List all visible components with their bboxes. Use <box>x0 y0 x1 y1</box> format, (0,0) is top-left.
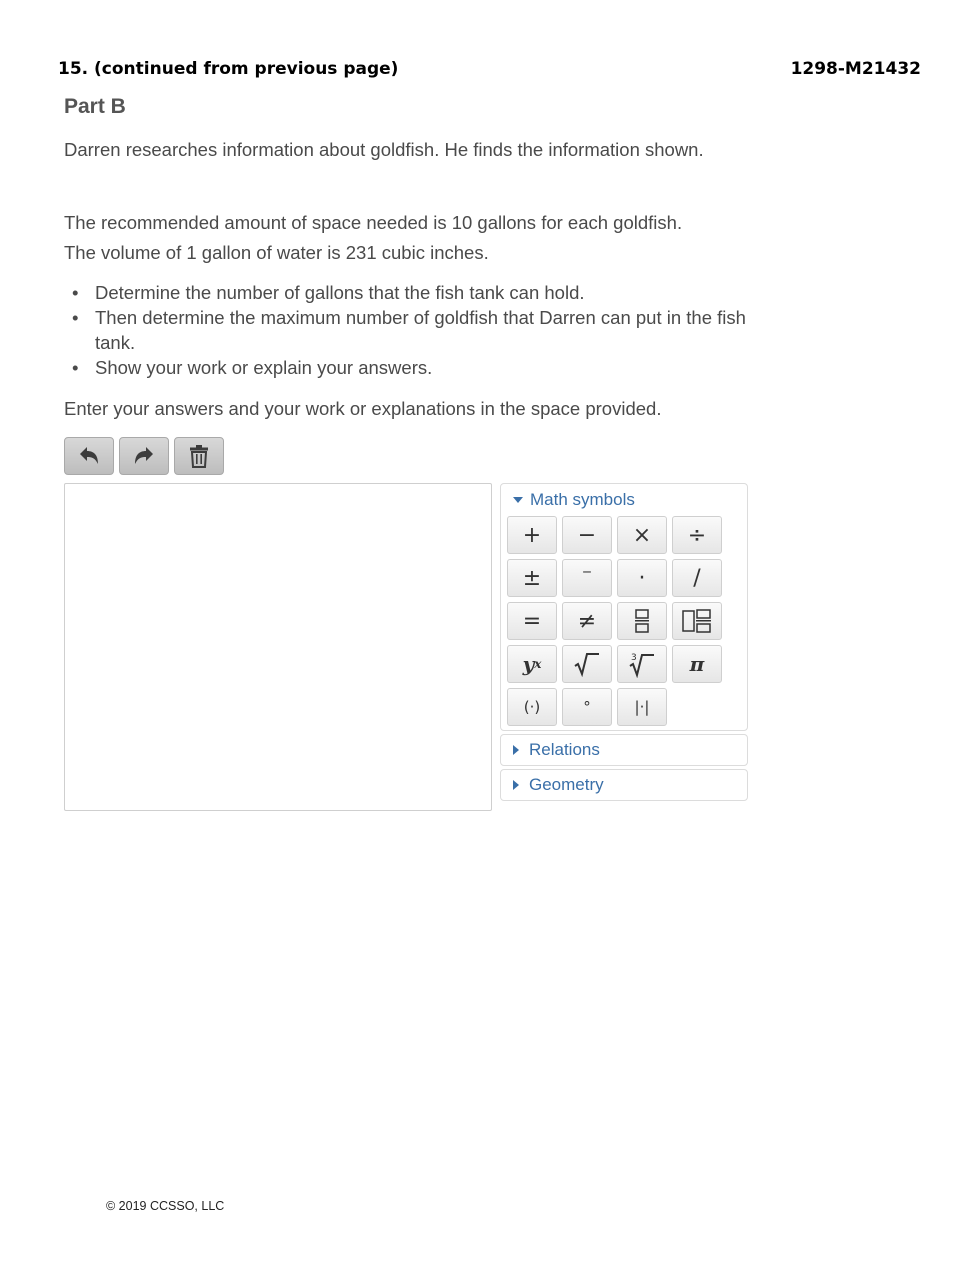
geometry-toggle[interactable] <box>500 769 748 801</box>
math-symbols-label: Math symbols <box>530 490 635 509</box>
triangle-right-icon <box>513 745 519 755</box>
minus-button[interactable]: − <box>562 516 612 554</box>
info-line-1: The recommended amount of space needed is 10 gallons for each goldfish. <box>64 212 683 233</box>
instruction-paragraph: Enter your answers and your work or explanations in the space provided. <box>64 398 662 419</box>
task-list <box>64 280 754 380</box>
mixed-number-button[interactable] <box>672 602 722 640</box>
cube-root-icon <box>628 650 656 678</box>
not-equal-button[interactable]: ≠ <box>562 602 612 640</box>
fraction-button[interactable] <box>617 602 667 640</box>
fraction-icon <box>634 609 650 633</box>
exponent-button[interactable]: y x <box>507 645 557 683</box>
cube-root-button[interactable] <box>617 645 667 683</box>
undo-button[interactable] <box>64 437 114 475</box>
list-item: • Show your work or explain your answers. <box>64 355 754 380</box>
square-root-button[interactable] <box>562 645 612 683</box>
parentheses-button[interactable]: (·) <box>507 688 557 726</box>
divide-button[interactable]: ÷ <box>672 516 722 554</box>
intro-paragraph: Darren researches information about goldfish. He finds the information shown. <box>64 139 704 160</box>
slash-button[interactable]: / <box>672 559 722 597</box>
absolute-value-button[interactable]: |·| <box>617 688 667 726</box>
plus-minus-button[interactable]: ± <box>507 559 557 597</box>
relations-label: Relations <box>529 740 600 759</box>
editor-toolbar <box>64 437 224 475</box>
triangle-down-icon <box>513 497 523 503</box>
dot-button[interactable]: · <box>617 559 667 597</box>
trash-icon <box>189 444 209 468</box>
part-title: Part B <box>64 95 126 118</box>
item-id: 1298-M21432 <box>790 59 921 79</box>
geometry-label: Geometry <box>529 775 604 794</box>
question-number: 15. (continued from previous page) <box>58 59 399 79</box>
degree-button[interactable]: ° <box>562 688 612 726</box>
info-paragraph <box>64 208 754 268</box>
square-root-icon <box>573 651 601 677</box>
undo-icon <box>77 445 101 467</box>
copyright: © 2019 CCSSO, LLC <box>106 1199 225 1213</box>
info-line-2: The volume of 1 gallon of water is 231 cubic inches. <box>64 242 489 263</box>
overline-button[interactable]: ‾ <box>562 559 612 597</box>
redo-button[interactable] <box>119 437 169 475</box>
redo-icon <box>132 445 156 467</box>
math-symbols-toggle[interactable] <box>513 490 635 510</box>
times-button[interactable]: × <box>617 516 667 554</box>
symbol-grid <box>507 516 722 726</box>
svg-text:3: 3 <box>631 653 637 663</box>
delete-button[interactable] <box>174 437 224 475</box>
relations-toggle[interactable] <box>500 734 748 766</box>
math-symbols-panel <box>500 483 748 731</box>
equals-button[interactable]: = <box>507 602 557 640</box>
plus-button[interactable]: + <box>507 516 557 554</box>
list-item: • Determine the number of gallons that the fish tank can hold. <box>64 280 754 305</box>
pi-button[interactable]: π <box>672 645 722 683</box>
list-item: • Then determine the maximum number of goldfish that Darren can put in the fish tank. <box>64 305 754 355</box>
answer-input[interactable] <box>64 483 492 811</box>
triangle-right-icon <box>513 780 519 790</box>
mixed-number-icon <box>682 609 712 633</box>
